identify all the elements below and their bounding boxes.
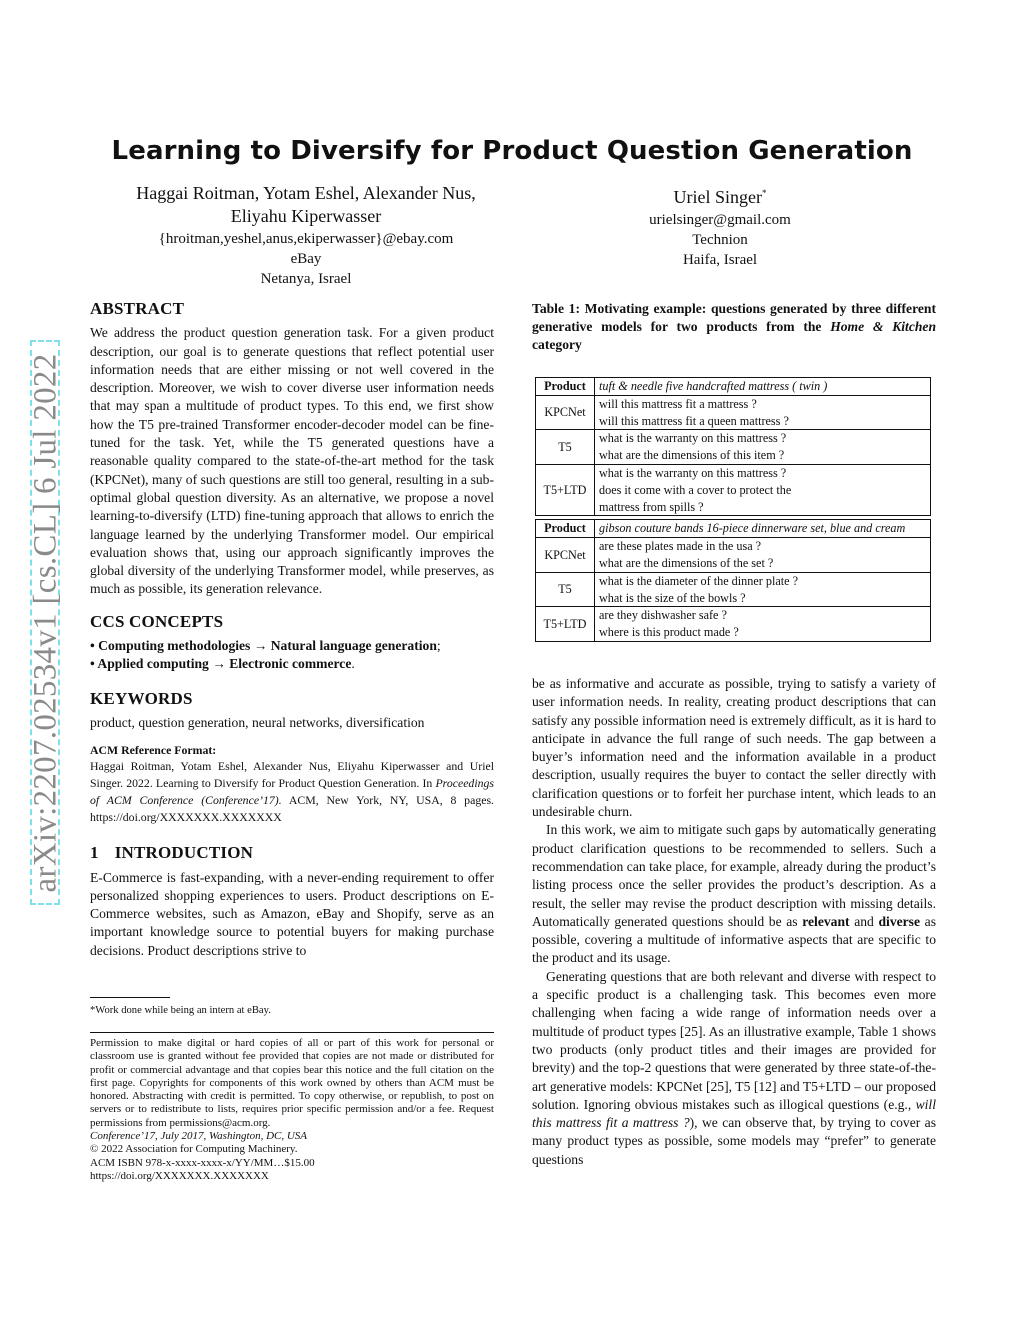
question-cell: are they dishwasher safe ? where is this product made ? xyxy=(595,607,931,642)
arxiv-stamp xyxy=(28,340,64,905)
model-label: T5 xyxy=(536,430,595,465)
table-row xyxy=(536,430,931,465)
paper-title: Learning to Diversify for Product Question Generation xyxy=(111,136,913,166)
table-row xyxy=(536,395,931,430)
ccs-item-1: • Computing methodologies → Natural language generation; xyxy=(90,638,441,654)
isbn: ACM ISBN 978-x-xxxx-xxxx-x/YY/MM…$15.00 xyxy=(90,1156,315,1169)
keywords-heading: KEYWORDS xyxy=(90,688,193,708)
conference-info: Conference’17, July 2017, Washington, DC, USA xyxy=(90,1130,308,1143)
model-label: KPCNet xyxy=(536,395,595,430)
questions-table xyxy=(535,377,931,642)
product-title: tuft & needle five handcrafted mattress ( twin ) xyxy=(595,378,931,396)
question-cell: what is the warranty on this mattress ? does it come with a cover to protect the mattress from spills ? xyxy=(595,464,931,515)
acm-ref-heading: ACM Reference Format: xyxy=(90,743,217,758)
question-cell: what is the diameter of the dinner plate ? what is the size of the bowls ? xyxy=(595,572,931,607)
question-cell: are these plates made in the usa ? what are the dimensions of the set ? xyxy=(595,538,931,573)
footnote-text: *Work done while being an intern at eBay. xyxy=(90,1005,271,1016)
author-email: {hroitman,yeshel,anus,ekiperwasser}@ebay.com xyxy=(158,231,454,247)
ccs-heading: CCS CONCEPTS xyxy=(90,611,224,631)
model-label: T5+LTD xyxy=(536,464,595,515)
acm-ref-text: Haggai Roitman, Yotam Eshel, Alexander Nus, Eliyahu Kiperwasser and Uriel Singer. 2022. Learning to Diversify for Product Question Generation. In Proceedings of ACM Conference (Conference’17). ACM, New York, NY, USA, 8 pages. https://doi.org/XXXXXXX.XXXXXXX xyxy=(90,759,494,825)
intro-paragraph-1: E-Commerce is fast-expanding, with a never-ending requirement to offer personalized shopping experiences to users. Product descriptions on E-Commerce websites, such as Amazon, eBay and Shopify, serve as an important knowledge source to potential buyers for making purchase decisions. Product descriptions strive to xyxy=(90,869,494,958)
table-row xyxy=(536,378,931,396)
left-column xyxy=(90,300,494,960)
table-row xyxy=(536,520,931,538)
model-label: T5 xyxy=(536,572,595,607)
author-names-line1: Haggai Roitman, Yotam Eshel, Alexander Nus, xyxy=(136,183,476,203)
table-row xyxy=(536,464,931,515)
author-email-right: urielsinger@gmail.com xyxy=(649,212,791,228)
author-name-right: Uriel Singer* xyxy=(673,187,767,207)
product-label: Product xyxy=(536,520,595,538)
model-label: T5+LTD xyxy=(536,607,595,642)
table-caption: Table 1: Motivating example: questions generated by three different generative models for two products from the Home & Kitchen category xyxy=(532,301,936,352)
product-title: gibson couture bands 16-piece dinnerware set, blue and cream xyxy=(595,520,931,538)
author-affiliation-right: Technion xyxy=(692,232,748,248)
abstract-heading: ABSTRACT xyxy=(90,299,185,318)
abstract-text: We address the product question generation task. For a given product description, our goal is to generate questions that reflect potential user information needs that are either missing or not well covered in the description. Moreover, we wish to cover diverse user information needs that may span a multitude of product types. To this end, we first show how the T5 pre-trained Transformer encoder-decoder model can be fine-tuned for the task. Yet, while the T5 generated questions have a reasonable quality compared to the state-of-the-art method for the task (KPCNet), many of such questions are still too general, resulting in a sub-optimal global question diversity. As an alternative, we propose a novel learning-to-diversify (LTD) fine-tuning approach that allows to enrich the language learned by the underlying Transformer model. Our empirical evaluation shows that, using our approach significantly improves the global diversity of the underlying Transformer model, while preserves, as much as possible, its generation relevance. xyxy=(90,325,494,597)
permission-text: Permission to make digital or hard copies of all or part of this work for personal or classroom use is granted without fee provided that copies are not made or distributed for profit or commercial advantage and that copies bear this notice and the full citation on the first page. Copyrights for components of this work owned by others than ACM must be honored. Abstracting with credit is permitted. To copy otherwise, or republish, to post on servers or to redistribute to lists, requires prior specific permission and/or a fee. Request permissions from permissions@acm.org. xyxy=(90,1037,494,1129)
author-location: Netanya, Israel xyxy=(260,271,352,287)
intro-heading: 1 INTRODUCTION xyxy=(90,843,254,863)
ccs-item-2: • Applied computing → Electronic commerce. xyxy=(90,656,355,672)
permission-block xyxy=(90,1037,494,1183)
author-block-left xyxy=(100,182,512,289)
table-1 xyxy=(535,377,931,642)
question-cell: will this mattress fit a mattress ? will this mattress fit a queen mattress ? xyxy=(595,395,931,430)
permission-rule xyxy=(90,1032,494,1033)
doi-link[interactable]: https://doi.org/XXXXXXX.XXXXXXX xyxy=(90,1169,269,1182)
keywords-text: product, question generation, neural networks, diversification xyxy=(90,714,425,730)
footnote-marker: * xyxy=(761,188,767,198)
footnote-rule xyxy=(90,997,170,998)
table-row xyxy=(536,607,931,642)
intro-paragraph-2: be as informative and accurate as possible, trying to satisfy a variety of user information needs. In reality, creating product descriptions that can satisfy any possible information need is extremely difficult, as it is hard to anticipate in advance the full range of such needs. The gap between a buyer’s information need and the information available in a product description, usually requires the buyer to contact the seller directly with clarification questions or to forfeit her purchase intent, which leads to an undesirable churn. xyxy=(532,676,936,820)
arxiv-stamp-text: arXiv:2207.02534v1 [cs.CL] 6 Jul 2022 xyxy=(27,352,64,893)
author-location-right: Haifa, Israel xyxy=(682,252,758,268)
question-cell: what is the warranty on this mattress ? what are the dimensions of this item ? xyxy=(595,430,931,465)
author-block-right xyxy=(600,182,840,270)
model-label: KPCNet xyxy=(536,538,595,573)
product-label: Product xyxy=(536,378,595,396)
author-affiliation: eBay xyxy=(290,251,322,267)
intro-paragraph-4: Generating questions that are both relevant and diverse with respect to a specific product is a challenging task. This becomes even more challenging when facing a wide range of information needs over a multitude of product types [25]. As an illustrative example, Table 1 shows two products (only product titles and their images are provided for brevity) and the top-2 questions that were generated by three state-of-the-art generative models: KPCNet [25], T5 [12] and T5+LTD – our proposed solution. Ignoring obvious mistakes such as illogical questions (e.g., will this mattress fit a mattress ?), we can observe that, by trying to cover as many product types as possible, some models may “prefer” to generate questions xyxy=(532,968,936,1167)
table-row xyxy=(536,538,931,573)
author-names-line2: Eliyahu Kiperwasser xyxy=(230,206,382,226)
table-row xyxy=(536,572,931,607)
intro-paragraph-3: In this work, we aim to mitigate such gaps by automatically generating product clarification questions to be recommended to sellers. Such a recommendation can take place, for example, already during the product’s listing process once the seller provides the product’s description. As a result, the seller may revise the product description with missing details. Automatically generated questions should be as relevant and diverse as possible, covering a multitude of informative aspects that are specific to the product and its usage. xyxy=(532,822,936,966)
copyright-notice: © 2022 Association for Computing Machinery. xyxy=(90,1143,298,1156)
right-column-text xyxy=(532,675,936,1169)
